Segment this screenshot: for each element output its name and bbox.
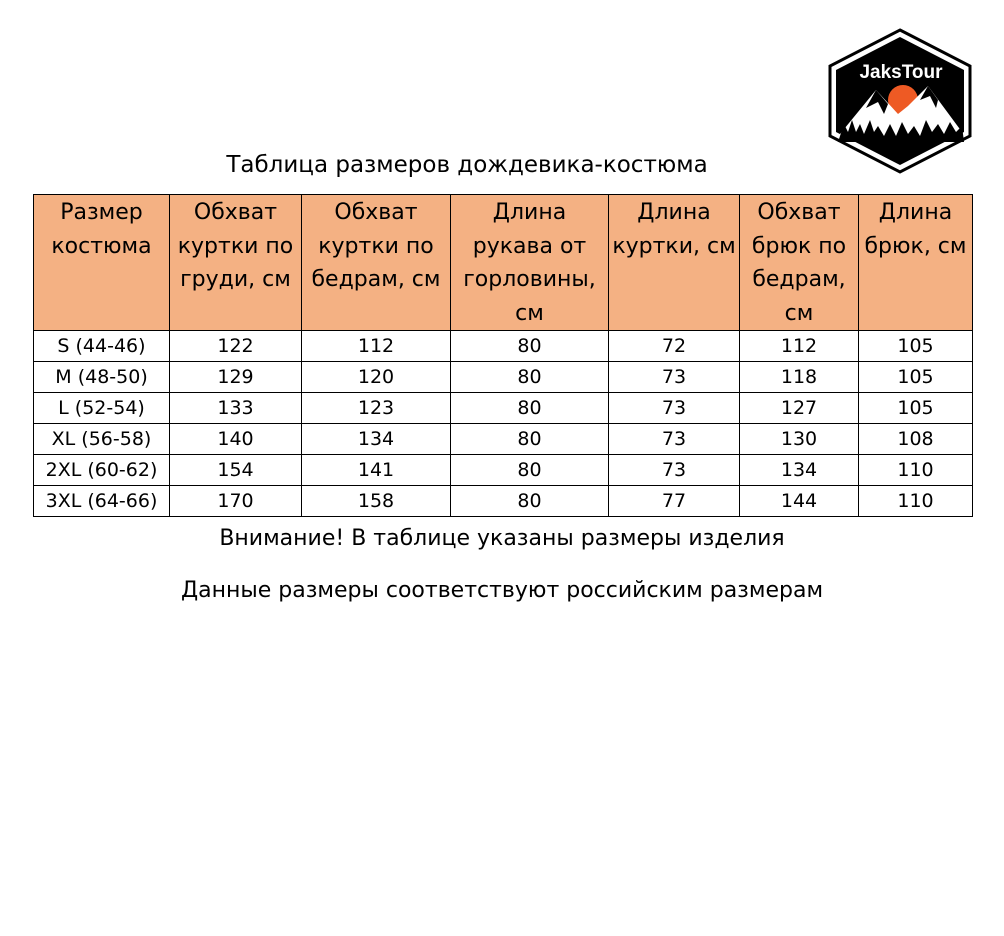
table-row [34, 455, 973, 486]
table-cell: 108 [859, 424, 973, 455]
table-cell: 105 [859, 331, 973, 362]
page-title: Таблица размеров дождевика-костюма [226, 152, 708, 178]
col-header-size: Размер костюма [34, 195, 170, 331]
table-cell: 112 [302, 331, 451, 362]
col-header-jacket-hips: Обхват куртки по бедрам, см [302, 195, 451, 331]
size-table [33, 194, 973, 517]
table-cell: 118 [740, 362, 859, 393]
table-cell: M (48-50) [34, 362, 170, 393]
table-cell: 120 [302, 362, 451, 393]
table-cell: 158 [302, 486, 451, 517]
table-cell: 105 [859, 393, 973, 424]
table-cell: 134 [740, 455, 859, 486]
table-cell: 3XL (64-66) [34, 486, 170, 517]
table-cell: 141 [302, 455, 451, 486]
table-cell: 170 [170, 486, 302, 517]
table-cell: 140 [170, 424, 302, 455]
col-header-pants-hips: Обхват брюк по бедрам, см [740, 195, 859, 331]
table-row [34, 362, 973, 393]
logo-brand-text: JaksTour [859, 62, 943, 83]
col-header-pants-length: Длина брюк, см [859, 195, 973, 331]
table-cell: 73 [609, 362, 740, 393]
warning-note: Внимание! В таблице указаны размеры изделия [219, 526, 785, 551]
table-cell: 80 [451, 331, 609, 362]
table-cell: 122 [170, 331, 302, 362]
table-row [34, 486, 973, 517]
table-cell: 134 [302, 424, 451, 455]
table-cell: L (52-54) [34, 393, 170, 424]
table-row [34, 331, 973, 362]
table-cell: 127 [740, 393, 859, 424]
table-cell: 110 [859, 455, 973, 486]
table-row [34, 393, 973, 424]
table-cell: 80 [451, 424, 609, 455]
table-cell: 129 [170, 362, 302, 393]
table-cell: 80 [451, 455, 609, 486]
table-cell: 154 [170, 455, 302, 486]
table-cell: 80 [451, 393, 609, 424]
table-row [34, 424, 973, 455]
table-cell: 133 [170, 393, 302, 424]
col-header-chest: Обхват куртки по груди, см [170, 195, 302, 331]
col-header-jacket-length: Длина куртки, см [609, 195, 740, 331]
table-cell: XL (56-58) [34, 424, 170, 455]
table-cell: 80 [451, 486, 609, 517]
table-cell: 77 [609, 486, 740, 517]
col-header-sleeve-length: Длина рукава от горловины, см [451, 195, 609, 331]
table-cell: 130 [740, 424, 859, 455]
table-cell: 72 [609, 331, 740, 362]
table-cell: S (44-46) [34, 331, 170, 362]
table-cell: 123 [302, 393, 451, 424]
table-cell: 73 [609, 455, 740, 486]
table-cell: 2XL (60-62) [34, 455, 170, 486]
table-cell: 110 [859, 486, 973, 517]
table-cell: 105 [859, 362, 973, 393]
table-cell: 112 [740, 331, 859, 362]
size-standard-note: Данные размеры соответствуют российским размерам [180, 578, 824, 603]
table-cell: 73 [609, 393, 740, 424]
table-cell: 73 [609, 424, 740, 455]
table-cell: 144 [740, 486, 859, 517]
table-cell: 80 [451, 362, 609, 393]
table-header-row [34, 195, 973, 331]
